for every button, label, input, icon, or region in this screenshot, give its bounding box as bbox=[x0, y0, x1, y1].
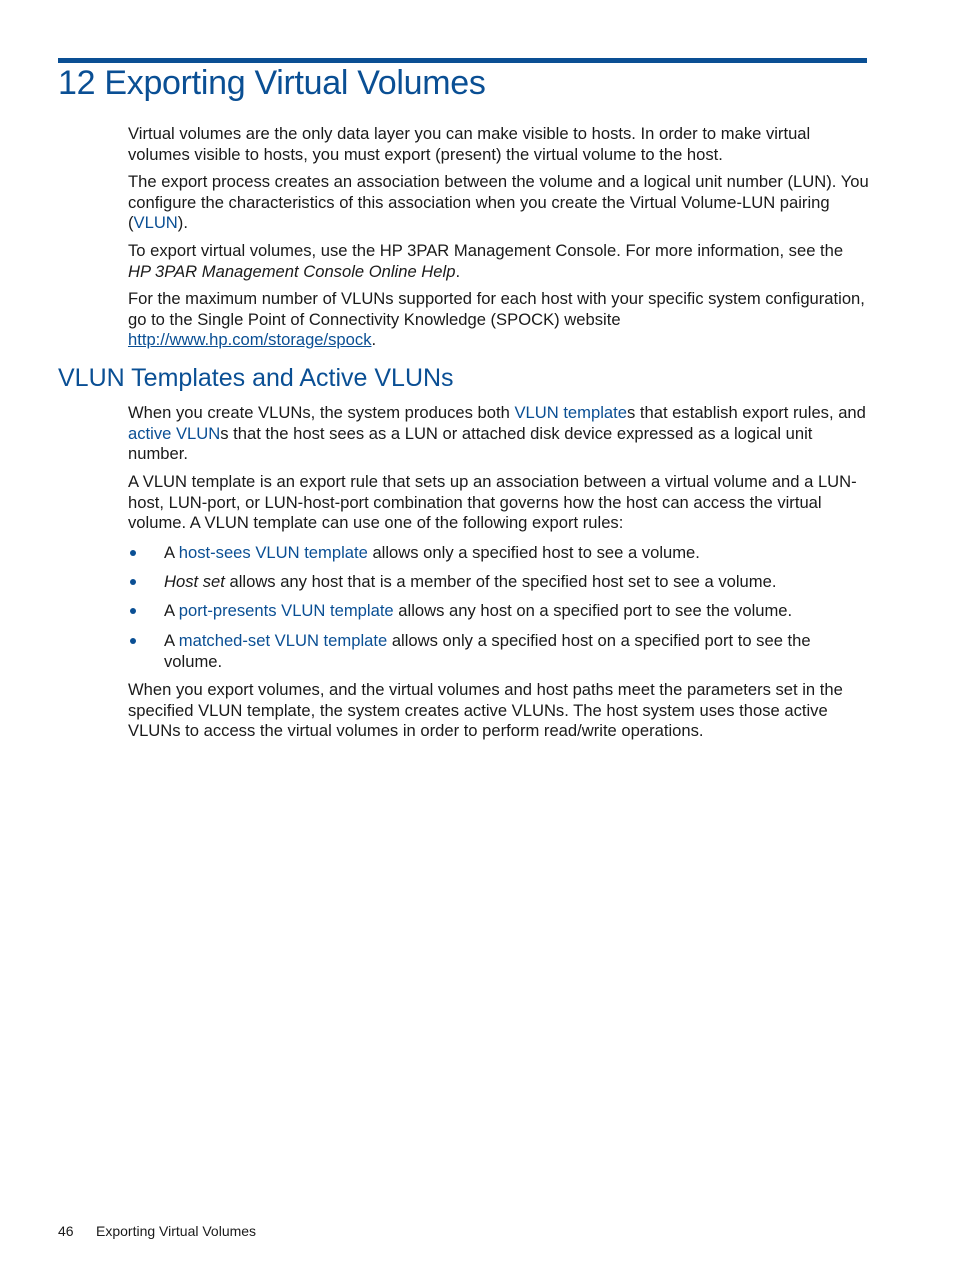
intro-text-4 bbox=[128, 289, 870, 351]
chapter-title: 12 Exporting Virtual Volumes bbox=[58, 64, 486, 102]
page-number: 46 bbox=[58, 1223, 74, 1239]
spock-url-link[interactable]: http://www.hp.com/storage/spock bbox=[128, 330, 372, 350]
bullet-post: allows only a specified host to see a volume. bbox=[367, 543, 700, 562]
chapter-rule bbox=[58, 58, 867, 63]
intro-text-3b: . bbox=[455, 261, 461, 281]
bullet-icon bbox=[130, 550, 136, 556]
intro-text-2 bbox=[128, 172, 870, 234]
bullet-post: allows only a specified host on a specified port to see the volume. bbox=[164, 631, 811, 671]
list-item bbox=[128, 631, 870, 672]
online-help-title: HP 3PAR Management Console Online Help bbox=[128, 261, 456, 281]
section-text-2: A VLUN template is an export rule that sets up an association between a virtual volume and a LUN-host, LUN-port, or LUN-host-port combination that governs how the host can access the virtual volume. A VLUN template can use one of the following export rules: bbox=[128, 472, 857, 533]
list-item bbox=[128, 601, 870, 622]
intro-text-1: Virtual volumes are the only data layer you can make visible to hosts. In order to make virtual volumes visible to hosts, you must export (present) the virtual volume to the host. bbox=[128, 124, 811, 164]
bullet-icon bbox=[130, 638, 136, 644]
intro-paragraph-1 bbox=[128, 124, 870, 165]
port-presents-template-link[interactable]: port-presents VLUN template bbox=[178, 601, 394, 620]
intro-text-3a: To export virtual volumes, use the HP 3PAR Management Console. For more information, see the bbox=[128, 241, 844, 260]
intro-paragraph-3 bbox=[128, 241, 870, 282]
intro-paragraph-4 bbox=[128, 289, 870, 351]
bullet-icon bbox=[130, 579, 136, 585]
list-item bbox=[128, 572, 870, 593]
section-text-1c: s that the host sees as a LUN or attached disk device expressed as a logical unit number. bbox=[128, 423, 813, 464]
host-set-term: Host set bbox=[164, 572, 225, 591]
intro-text-3 bbox=[128, 241, 870, 282]
running-title: Exporting Virtual Volumes bbox=[96, 1223, 257, 1239]
bullet-pre: A bbox=[164, 631, 179, 650]
active-vlun-link[interactable]: active VLUN bbox=[128, 423, 221, 443]
section-text-1 bbox=[128, 403, 870, 465]
intro-text-2b: ). bbox=[177, 213, 188, 233]
intro-text-4a: For the maximum number of VLUNs supported for each host with your specific system configuration, go to the Single Point of Connectivity Knowledge (SPOCK) website bbox=[128, 289, 865, 329]
section-paragraph-2 bbox=[128, 472, 870, 534]
section-paragraph-3 bbox=[128, 680, 870, 742]
section-text-3: When you export volumes, and the virtual volumes and host paths meet the parameters set in the specified VLUN template, the system creates active VLUNs. The host system uses those active VLUNs to access the virtual volumes in order to perform read/write operations. bbox=[128, 680, 843, 741]
section-paragraph-1 bbox=[128, 403, 870, 465]
bullet-post: allows any host that is a member of the specified host set to see a volume. bbox=[224, 572, 777, 591]
section-text-1a: When you create VLUNs, the system produces both bbox=[128, 403, 515, 422]
bullet-icon bbox=[130, 608, 136, 614]
intro-text-2a: The export process creates an association between the volume and a logical unit number (LUN). You configure the characteristics of this association when you create the Virtual Volume-LUN pairing ( bbox=[128, 172, 869, 233]
host-sees-template-link[interactable]: host-sees VLUN template bbox=[178, 543, 368, 562]
section-title: VLUN Templates and Active VLUNs bbox=[58, 364, 454, 392]
list-item bbox=[128, 543, 870, 564]
vlun-glossary-link[interactable]: VLUN bbox=[133, 213, 178, 233]
section-text-1b: s that establish export rules, and bbox=[626, 403, 866, 422]
vlun-template-link[interactable]: VLUN template bbox=[514, 403, 627, 422]
bullet-post: allows any host on a specified port to see the volume. bbox=[393, 601, 793, 620]
intro-paragraph-2 bbox=[128, 172, 870, 234]
intro-text-4b: . bbox=[371, 330, 377, 350]
matched-set-template-link[interactable]: matched-set VLUN template bbox=[178, 631, 388, 650]
page-footer bbox=[58, 1223, 256, 1239]
bullet-pre: A bbox=[164, 601, 179, 620]
bullet-pre: A bbox=[164, 543, 179, 562]
